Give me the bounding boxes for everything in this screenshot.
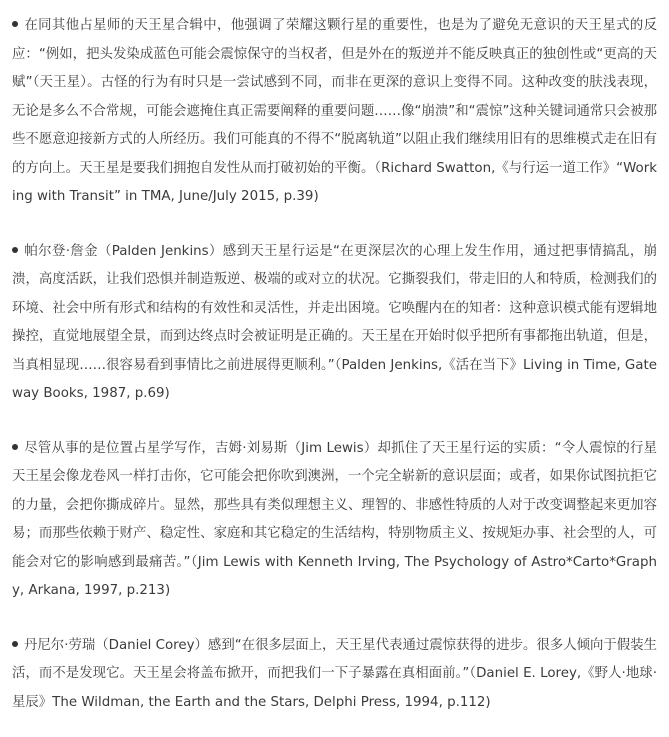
paragraph-palden-jenkins [12, 238, 657, 409]
paragraph-text: 在同其他占星师的天王星合辑中，他强调了荣耀这颗行星的重要性，也是为了避免无意识的天王星式的反应：“例如，把头发染成蓝色可能会震惊保守的当权者，但是外在的叛逆并不能反映真正的独创性或“更高的天赋”（天王星）。古怪的行为有时只是一尝试感到不同，而非在更深的意识上变得不同。这种改变的肤浅表现，无论是多么不合常规，可能会遮掩住真正需要阐释的重要问题……像“崩溃”和“震惊”这种关键词通常只会被那些不愿意迎接新方式的人所经历。我们可能真的不得不“脱离轨道”以阻止我们继续用旧有的思维模式走在旧有的方向上。天王星是要我们拥抱自发性从而打破初始的平衡。（Richard Swatton,《与行运一道工作》“Working with Transit” in TMA, June/July 2015, p.39) [12, 18, 657, 204]
paragraph-text: 丹尼尔·劳瑞（Daniel Corey）感到“在很多层面上，天王星代表通过震惊获得的进步。很多人倾向于假装生活，而不是发现它。天王星会将盖布掀开，而把我们一下子暴露在真相面前。”（Daniel E. Lorey,《野人·地球·星辰》The Wildman, the Earth and the Stars, Delphi Press, 1994, p.112) [12, 637, 657, 710]
paragraph-jim-lewis [12, 435, 657, 606]
bullet-icon [12, 247, 18, 253]
bullet-icon [12, 444, 18, 450]
bullet-icon [12, 641, 18, 647]
paragraph-daniel-corey [12, 632, 657, 718]
paragraph-text: 帕尔登·詹金（Palden Jenkins）感到天王星行运是“在更深层次的心理上发生作用，通过把事情搞乱，崩溃，高度活跃，让我们恐惧并制造叛逆、极端的或对立的状况。它撕裂我们，带走旧的人和特质，检测我们的环境、社会中所有形式和结构的有效性和灵活性，并走出困境。它唤醒内在的知者：这种意识模式能有逻辑地操控，直觉地展望全景，而到达终点时会被证明是正确的。天王星在开始时似乎把所有事都拖出轨道，但是，当真相显现……很容易看到事情比之前进展得更顺利。”（Palden Jenkins,《活在当下》Living in Time, Gateway Books, 1987, p.69) [12, 243, 657, 401]
bullet-icon [12, 21, 18, 27]
paragraph-text: 尽管从事的是位置占星学写作，吉姆·刘易斯（Jim Lewis）却抓住了天王星行运的实质：“令人震惊的行星天王星会像龙卷风一样打击你，它可能会把你吹到澳洲，一个完全崭新的意识层面；或者，如果你试图抗拒它的力量，会把你撕成碎片。显然，那些具有类似理想主义、理智的、非感性特质的人对于改变调整起来更加容易；而那些依赖于财产、稳定性、家庭和其它稳定的生活结构，特别物质主义、按规矩办事、社会型的人，可能会对它的影响感到最痛苦。”（Jim Lewis with Kenneth Irving, The Psychology of Astro*Carto*Graphy, Arkana, 1997, p.213) [12, 440, 657, 598]
paragraph-richard-swatton [12, 12, 657, 212]
